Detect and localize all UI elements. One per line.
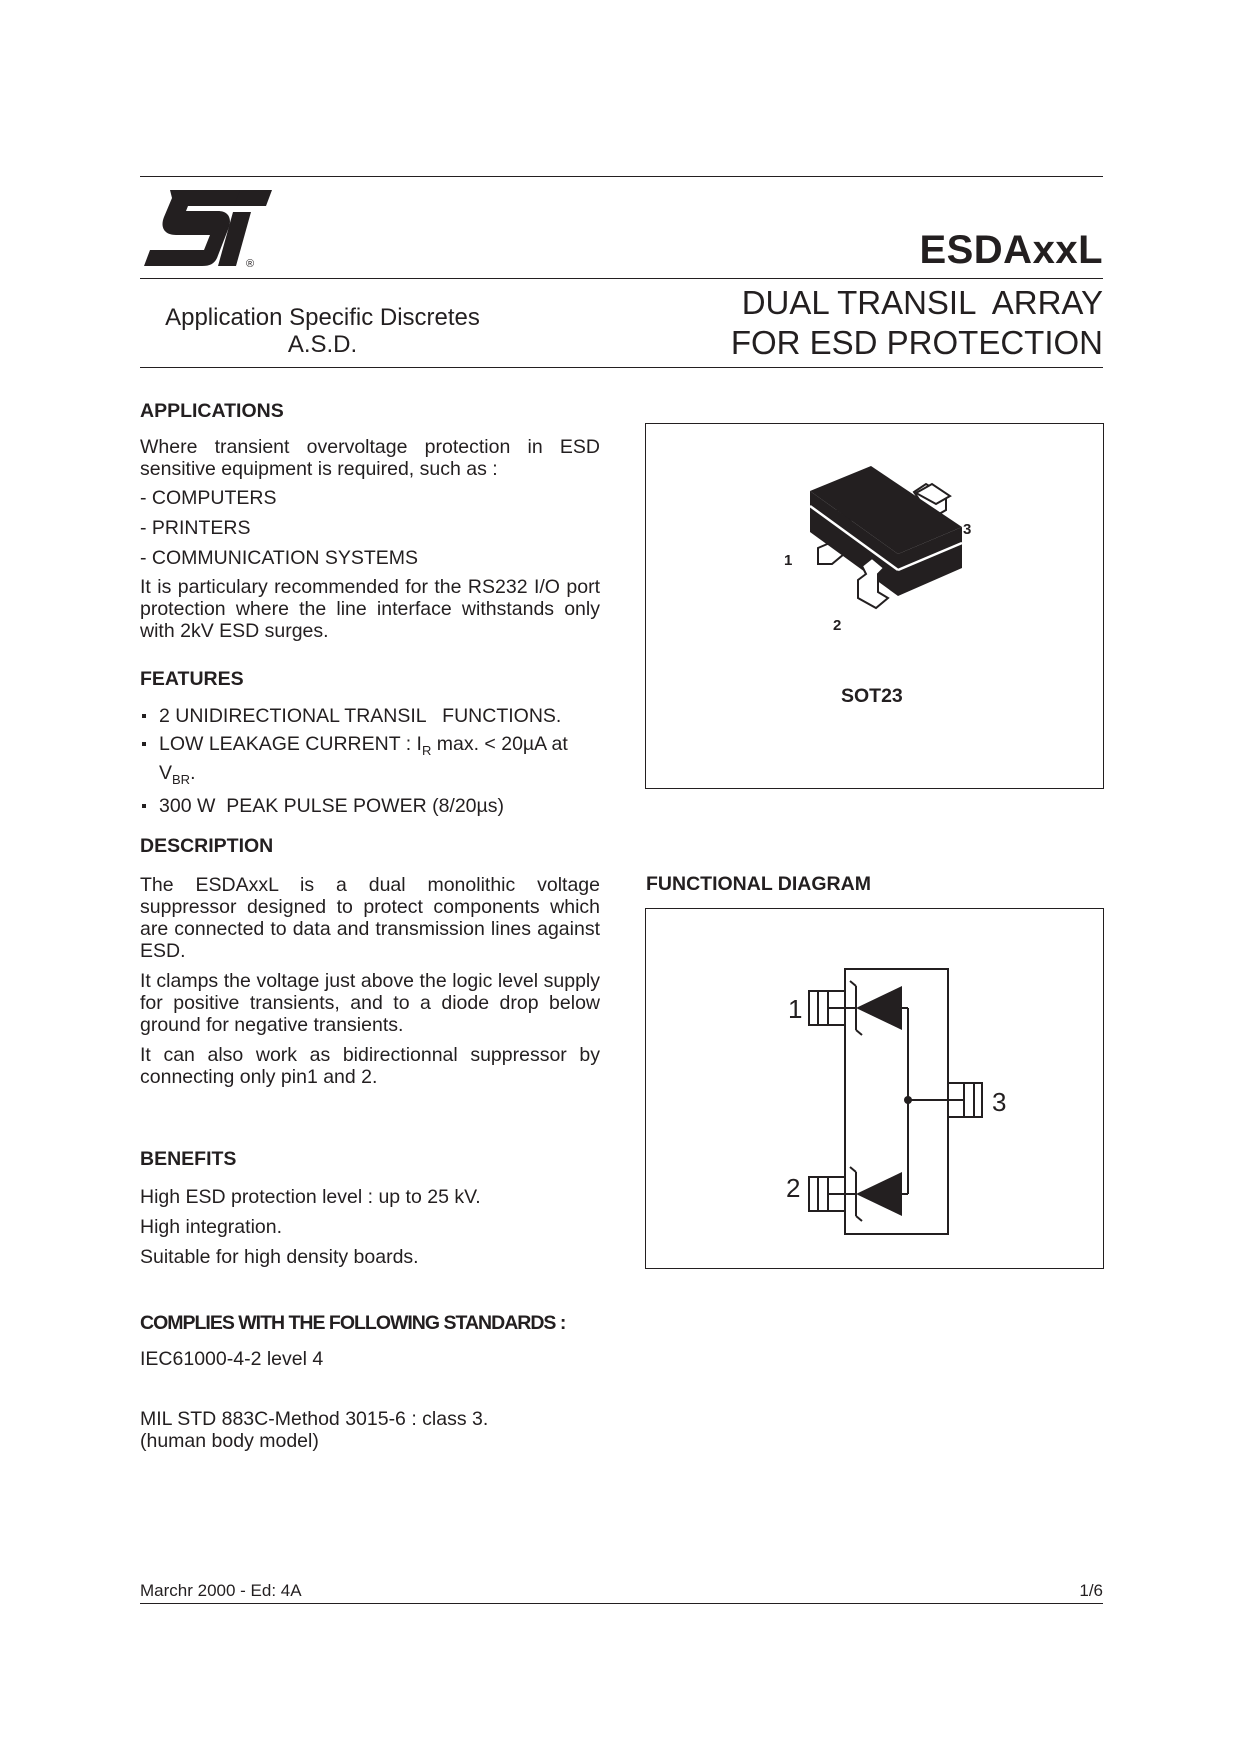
- standard-item: MIL STD 883C-Method 3015-6 : class 3.: [140, 1408, 489, 1430]
- benefits-heading: BENEFITS: [140, 1148, 237, 1170]
- applications-intro: Where transient overvoltage protection in ESD sensitive equipment is required, such as :: [140, 436, 600, 480]
- description-paragraph: The ESDAxxL is a dual monolithic voltage suppressor designed to protect components which are connected to data and transmission lines against ESD.: [140, 874, 600, 962]
- standards-section: [140, 1312, 620, 1452]
- benefit-item: High integration.: [140, 1216, 283, 1238]
- title-rule: [140, 367, 1103, 368]
- features-heading: FEATURES: [140, 668, 244, 690]
- applications-note: It is particulary recommended for the RS232 I/O port protection where the line interface withstands only with 2kV ESD surges.: [140, 576, 600, 642]
- package-box: [645, 423, 1104, 789]
- sot23-package-drawing: [646, 424, 1102, 787]
- feature-item: 300 W PEAK PULSE POWER (8/20µs): [140, 795, 600, 817]
- registered-mark: ®: [246, 258, 255, 270]
- footer-rule: [140, 1603, 1103, 1604]
- feature-item: 2 UNIDIRECTIONAL TRANSIL FUNCTIONS.: [140, 705, 600, 727]
- feature-item-leakage: [140, 733, 600, 791]
- description-paragraph: It clamps the voltage just above the logic level supply for positive transients, and to a diode drop below ground for negative transients.: [140, 970, 600, 1036]
- title-line1: DUAL TRANSIL ARRAY: [741, 284, 1103, 321]
- standard-item-note: (human body model): [140, 1430, 319, 1452]
- benefit-item: Suitable for high density boards.: [140, 1246, 419, 1268]
- package-name: SOT23: [841, 685, 903, 707]
- feature-subscript: BR: [172, 771, 191, 787]
- applications-item: - PRINTERS: [140, 517, 251, 539]
- benefit-item: High ESD protection level : up to 25 kV.: [140, 1186, 481, 1208]
- diagram-pin3-label: 3: [992, 1087, 1007, 1117]
- description-heading: DESCRIPTION: [140, 835, 274, 857]
- feature-subscript: R: [421, 742, 432, 758]
- applications-item: - COMPUTERS: [140, 487, 277, 509]
- category-line1: Application Specific Discretes: [165, 304, 480, 331]
- package-pin1-label: 1: [784, 552, 793, 569]
- top-rule: [140, 176, 1103, 177]
- feature-text: V: [159, 761, 173, 784]
- package-pin2-label: 2: [833, 617, 842, 634]
- functional-diagram-box: [645, 908, 1104, 1269]
- functional-diagram-schematic: [646, 909, 1102, 1267]
- package-pin3-label: 3: [963, 521, 972, 538]
- applications-heading: APPLICATIONS: [140, 400, 284, 422]
- description-paragraph: It can also work as bidirectionnal suppressor by connecting only pin1 and 2.: [140, 1044, 600, 1088]
- benefits-section: [140, 1148, 600, 1268]
- header-rule: [140, 278, 1103, 279]
- st-logo-icon: [140, 186, 272, 268]
- diagram-pin1-label: 1: [788, 994, 803, 1024]
- standard-item: IEC61000-4-2 level 4: [140, 1348, 324, 1370]
- features-section: [140, 668, 600, 817]
- standards-heading: COMPLIES WITH THE FOLLOWING STANDARDS :: [140, 1312, 566, 1334]
- part-number: ESDAxxL: [919, 228, 1103, 272]
- diagram-pin2-label: 2: [786, 1173, 801, 1203]
- functional-diagram-heading: FUNCTIONAL DIAGRAM: [646, 873, 871, 895]
- description-section: [140, 835, 600, 1088]
- page-title: [731, 283, 1103, 363]
- applications-section: [140, 400, 600, 642]
- footer-date-edition: Marchr 2000 - Ed: 4A: [140, 1581, 302, 1600]
- feature-text: LOW LEAKAGE CURRENT : I: [159, 733, 422, 755]
- category-block: [150, 304, 495, 358]
- category-line2: A.S.D.: [287, 331, 358, 358]
- feature-text: max. < 20µA at: [431, 733, 568, 755]
- applications-item: - COMMUNICATION SYSTEMS: [140, 547, 419, 569]
- feature-text: .: [190, 761, 196, 784]
- title-line2: FOR ESD PROTECTION: [730, 324, 1103, 361]
- footer-page-number: 1/6: [1079, 1581, 1103, 1600]
